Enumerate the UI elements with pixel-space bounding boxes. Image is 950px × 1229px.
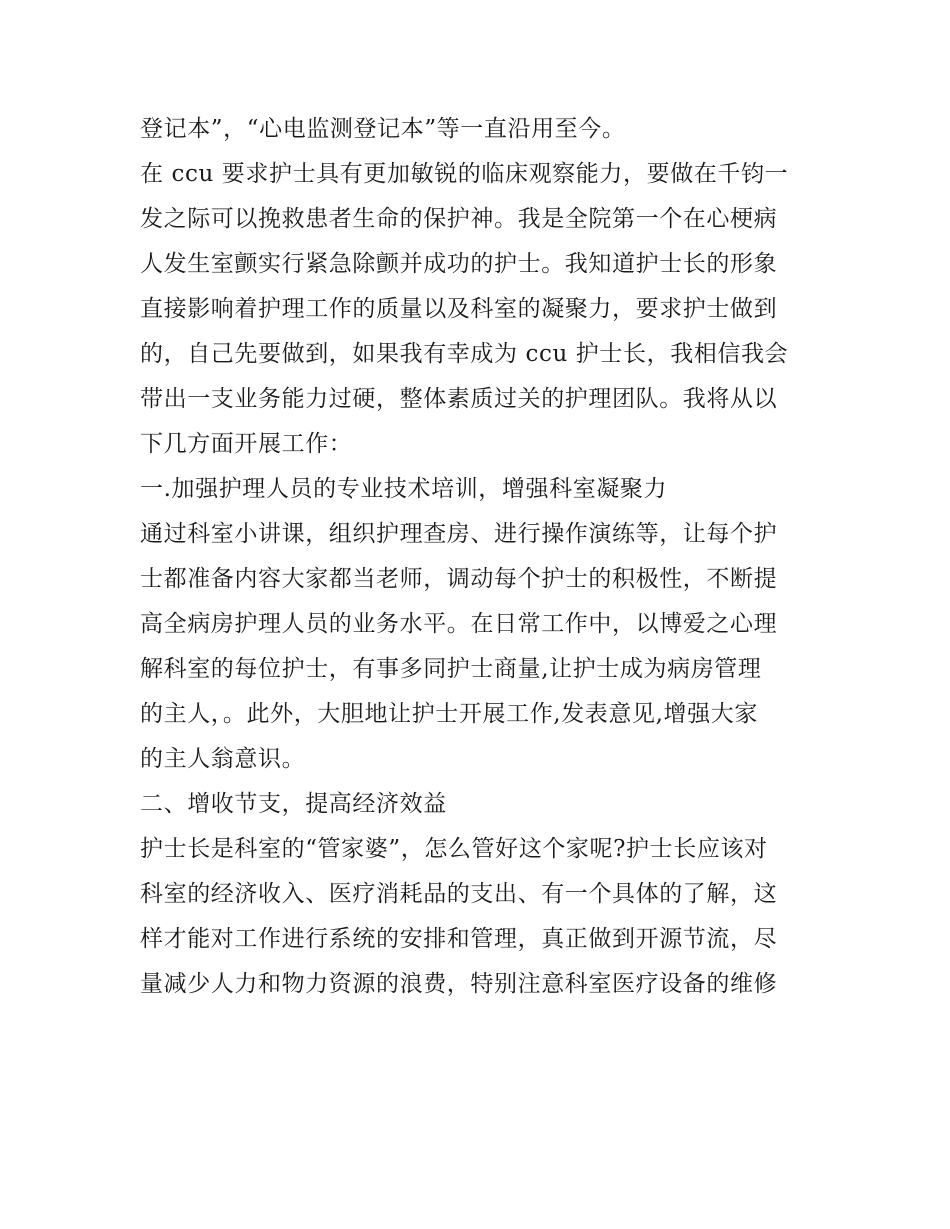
text-line: 科室的经济收入、医疗消耗品的支出、有一个具体的了解，这 [140,881,778,907]
text-line: 护士长是科室的“管家婆”，怎么管好这个家呢?护士长应该对 [140,836,768,862]
text-line: 量减少人力和物力资源的浪费，特别注意科室医疗设备的维修 [140,971,778,997]
text-line: 在 ccu 要求护士具有更加敏锐的临床观察能力，要做在千钧一 [140,161,789,187]
section-heading-2: 二、增收节支，提高经济效益 [140,791,447,817]
text-line: 的主人，。此外，大胆地让护士开展工作,发表意见,增强大家 [140,701,758,727]
text-line: 发之际可以挽救患者生命的保护神。我是全院第一个在心梗病 [140,206,778,232]
text-line: 士都准备内容大家都当老师，调动每个护士的积极性，不断提 [140,566,778,592]
section-heading-1: 一.加强护理人员的专业技术培训，增强科室凝聚力 [140,476,668,502]
text-line: 登记本”，“心电监测登记本”等一直沿用至今。 [140,116,626,142]
text-line: 人发生室颤实行紧急除颤并成功的护士。我知道护士长的形象 [140,251,778,277]
text-line: 高全病房护理人员的业务水平。在日常工作中，以博爱之心理 [140,611,778,637]
text-line: 直接影响着护理工作的质量以及科室的凝聚力，要求护士做到 [140,296,778,322]
text-line: 下几方面开展工作： [140,431,353,457]
document-body [140,107,820,1007]
text-line: 的，自己先要做到，如果我有幸成为 ccu 护士长，我相信我会 [140,341,789,367]
text-line: 的主人翁意识。 [140,746,306,772]
text-line: 通过科室小讲课，组织护理查房、进行操作演练等，让每个护 [140,521,778,547]
text-line: 样才能对工作进行系统的安排和管理，真正做到开源节流，尽 [140,926,778,952]
text-line: 解科室的每位护士，有事多同护士商量,让护士成为病房管理 [140,656,762,682]
text-line: 带出一支业务能力过硬，整体素质过关的护理团队。我将从以 [140,386,778,412]
